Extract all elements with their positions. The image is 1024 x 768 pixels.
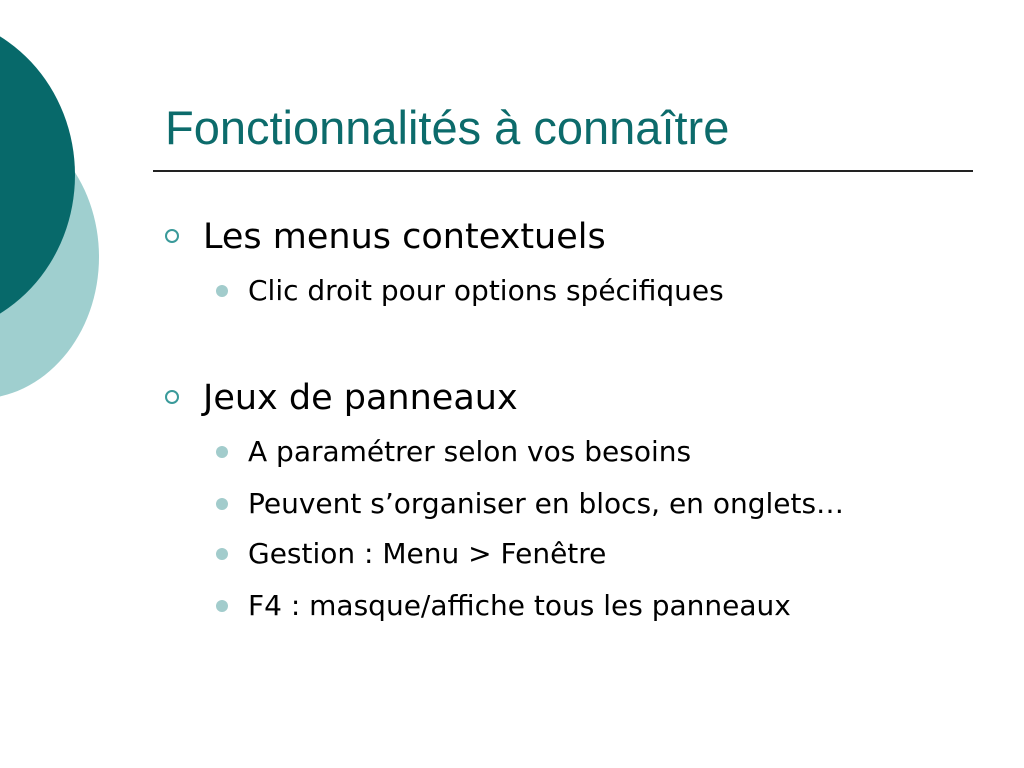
filled-dot-icon <box>216 548 228 560</box>
bullet-heading: Jeux de panneaux <box>203 378 518 418</box>
sub-bullet-text: Peuvent s’organiser en blocs, en onglets… <box>248 487 845 520</box>
sub-bullet-text: Clic droit pour options spécifiques <box>248 274 724 307</box>
title-underline <box>153 170 973 172</box>
hollow-circle-icon <box>165 229 179 243</box>
bullet-heading: Les menus contextuels <box>203 217 606 257</box>
sub-bullet-text: F4 : masque/affiche tous les panneaux <box>248 589 791 622</box>
filled-dot-icon <box>216 446 228 458</box>
sub-bullet-text: A paramétrer selon vos besoins <box>248 435 692 468</box>
hollow-circle-icon <box>165 390 179 404</box>
slide-title: Fonctionnalités à connaître <box>165 101 730 154</box>
sub-bullet-text: Gestion : Menu > Fenêtre <box>248 537 607 570</box>
filled-dot-icon <box>216 285 228 297</box>
filled-dot-icon <box>216 498 228 510</box>
filled-dot-icon <box>216 600 228 612</box>
